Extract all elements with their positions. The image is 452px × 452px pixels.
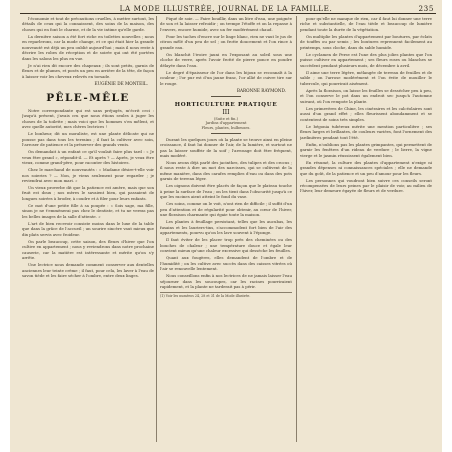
column-3 [300, 16, 432, 442]
paragraph: Ces soins, comme on le voit, n'ont rien de difficile ; il suffit d'un peu d'attention et de régularité pour obtenir, au cœur de l'hiver, une floraison charmante qui égaie toute la maison. [160, 201, 292, 218]
paragraph: Les plantes à feuillage persistant, telles que les aucubas, les fusains et les lauriers-tins, s'accommodent fort bien de l'air des appartements, pourvu qu'on les lave souvent à l'éponge. [160, 219, 292, 236]
article-signature: EUGÉNIE DE MONTEIL. [94, 80, 148, 86]
paragraph: Quant aux fougères, elles demandent de l'ombre et de l'humidité ; on les cultive avec succès dans des caisses vitrées où l'air se renouvelle lentement. [160, 255, 292, 272]
paragraph: La dernière saison a été fort riche en toilettes nouvelles ; nous en reparlerons, car la mode change, et ce qui était hier la grande nouveauté est déjà un peu oublié aujourd'hui ; mais il nous reste à décrire les robes de réception et de soirée qui ont été portées dans les salons les plus en vue. [22, 33, 154, 61]
paragraph: Le bégonia tubéreux mérite une mention particulière ; ses fleurs larges et brillantes, de couleurs variées, font l'ornement des jardinières pendant tout l'été. [300, 123, 432, 140]
paragraph: Piqué de soie. — Faire bouillir, dans un litre d'eau, une poignée de son et la laisser refroidir ; on trempe l'étoffe et on la repasse à l'envers, encore humide, avec un fer modérément chaud. [160, 16, 292, 32]
separator-rule [211, 133, 241, 134]
paragraph: Nous avons déjà parlé des jacinthes, des tulipes et des crocus ; il nous reste à dire un mot des narcisses, qui se cultivent de la même manière, dans des carafes remplies d'eau ou dans des pots garnis de terreau léger. [160, 160, 292, 182]
column-1 [22, 16, 154, 442]
paragraph: Je n'ai rien dit encore des chapeaux ; ils sont petits, garnis de fleurs et de plumes, et posés un peu en arrière de la tête, de façon à laisser voir les cheveux relevés en torsade. [22, 62, 154, 79]
paragraph: On blanchit l'ivoire jauni en l'exposant au soleil sous une cloche de verre, après l'avoir frotté de pierre ponce en poudre délayée dans l'eau. [160, 51, 292, 68]
paragraph: En résumé, la culture des plantes d'appartement n'exige ni grandes dépenses ni connaissances spéciales ; elle ne demande que du goût, de la patience et un peu d'amour pour les fleurs. [300, 159, 432, 176]
newspaper-page [10, 0, 442, 452]
column-divider [156, 16, 157, 442]
page-number: 235 [418, 4, 434, 13]
paragraph: Une lectrice nous demande comment conserver aux dentelles anciennes leur teinte crème ; il faut, pour cela, les laver à l'eau de savon tiède et les faire sécher à l'ombre, entre deux linges. [22, 262, 154, 279]
paragraph: Durant les quelques jours où la plante se trouve ainsi en pleine croissance, il faut lui donner de l'air, de la lumière, et surtout ne pas la laisser souffrir de la soif ; l'arrosage doit être fréquent, mais modéré. [160, 136, 292, 158]
column-2 [160, 16, 292, 442]
paragraph: Nous conseillons enfin à nos lectrices de ne jamais laisser l'eau séjourner dans les soucoupes, car les racines pourriraient rapidement, et la plante ne tarderait pas à périr. [160, 273, 292, 290]
column-divider [296, 16, 297, 442]
paragraph: On demandait à un enfant ce qu'il voulait faire plus tard : « Je veux être grand », répondit-il. — Et après ? — Après, je veux être vieux, comme grand-père, pour raconter des histoires. [22, 149, 154, 166]
article-part-number: III [222, 108, 230, 116]
paragraph: On multiplie les plantes d'appartement par boutures, par éclats de touffes ou par semis ; les boutures reprennent facilement au printemps, sous cloche, dans du sable humide. [300, 33, 432, 50]
paragraph: l'économie et tout de précautions cruelles, à mettre surtout, les détails de ceux qui la connaissent, des soins de la maison, des choses qui en font le charme, et de la vie intime qu'elle garde. [22, 16, 154, 32]
paragraph: Chez le marchand de nouveautés : « Madame désire-t-elle voir nos soieries ? — Non, je viens seulement pour regarder ; je reviendrai avec mon mari. » [22, 167, 154, 183]
paragraph: Enfin, n'oublions pas les plantes grimpantes, qui permettent de garnir les fenêtres d'un rideau de verdure ; le lierre, la vigne vierge et le jasmin réussissent également bien. [300, 141, 432, 158]
paragraph: Ce mot d'une petite fille à sa poupée : « Sois sage, ma fille, sinon je ne t'emmènerai pas chez le dentiste, et tu ne verras pas les belles images de la salle d'attente. » [22, 202, 154, 219]
paragraph: Le cyclamen de Perse est l'une des plus jolies plantes que l'on puisse cultiver en appartement ; ses fleurs roses ou blanches se succèdent pendant plusieurs mois, de décembre à avril. [300, 51, 432, 68]
paragraph: Il faut éviter de les placer trop près des cheminées ou des bouches de chaleur ; une température douce et égale leur convient mieux qu'une chaleur excessive qui dessèche les feuilles. [160, 237, 292, 254]
article-subheading: (Suite et fin.) [213, 116, 238, 121]
paragraph: Notre correspondante qui est sans préjugés, m'écrit ceci : Jusqu'à présent, j'avais cru que nous étions seules à juger les choses de la toilette ; mais voici que les hommes s'en mêlent, et avec quelle autorité, mes chères lectrices ! [22, 107, 154, 130]
article-subheading: Jardins d'appartement [205, 121, 247, 126]
paragraph: Il aime une terre légère, mélangée de terreau de feuilles et de sable ; on l'arrose modérément et l'on évite de mouiller le tubercule, qui pourrirait aisément. [300, 69, 432, 86]
paragraph: Un vieux proverbe dit que la patience est amère, mais que son fruit est doux ; nos mères le savaient bien, qui passaient de longues soirées à broder, à coudre et à filer pour leurs enfants. [22, 185, 154, 201]
separator-rule [211, 96, 241, 97]
section-title: PÊLE-MÊLE [46, 91, 130, 104]
paragraph: Les primevères de Chine, les cinéraires et les calcéolaires sont aussi d'un grand effet ; elles fleurissent abondamment et se contentent de soins très simples. [300, 105, 432, 122]
article-title: HORTICULTURE PRATIQUE [174, 101, 278, 108]
paragraph: Pour les taches d'encre sur le linge blanc, rien ne vaut le jus de citron mêlé d'un peu de sel ; on frotte doucement et l'on rince à grande eau. [160, 33, 292, 50]
paragraph: Après la floraison, on laisse les feuilles se dessécher peu à peu, et l'on conserve le pot dans un endroit sec jusqu'à l'automne suivant, où l'on rempote la plante. [300, 87, 432, 104]
paragraph: On parle beaucoup, cette saison, des fleurs d'hiver que l'on cultive en appartement ; nous y reviendrons dans notre prochaine causerie, car la matière est intéressante et mérite qu'on s'y arrête. [22, 238, 154, 261]
journal-title: LA MODE ILLUSTRÉE, JOURNAL DE LA FAMILLE. [119, 4, 333, 13]
paragraph: Les personnes qui voudront bien suivre ces conseils seront récompensées de leurs peines par le plaisir de voir, au milieu de l'hiver, leur demeure égayée de fleurs et de verdure. [300, 177, 432, 194]
paragraph: L'art de bien recevoir consiste moins dans le luxe de la table que dans la grâce de l'accueil ; un sourire sincère vaut mieux que dix plats servis avec froideur. [22, 220, 154, 237]
paragraph: pour qu'elle ne manque de rien, car il faut lui donner une terre riche et substantielle, de l'eau tiède et beaucoup de lumière pendant toute la durée de la végétation. [300, 16, 432, 32]
article-signature: BARONNE RAYMOND. [236, 87, 286, 93]
header-rule [20, 13, 436, 14]
paragraph: Le degré d'épaisseur de l'or dans les bijoux se reconnaît à la couleur ; l'or pur est d'un jaune franc, l'or allié de cuivre tire sur le rouge. [160, 69, 292, 86]
paragraph: Le bonheur, dit un moraliste, est une plante délicate qui ne pousse pas dans tous les terrains ; il faut la cultiver avec soin, l'arroser de patience et la préserver des grands vents. [22, 131, 154, 148]
paragraph: Les oignons doivent être placés de façon que le plateau touche à peine la surface de l'eau ; on les tient dans l'obscurité jusqu'à ce que les racines aient atteint le fond du vase. [160, 183, 292, 200]
footnote: (1) Voir les numéros 24, 28 et 31 de la Mode illustrée. [160, 292, 292, 299]
article-subheading: Fleurs, plantes, bulbeuses. [201, 126, 251, 130]
